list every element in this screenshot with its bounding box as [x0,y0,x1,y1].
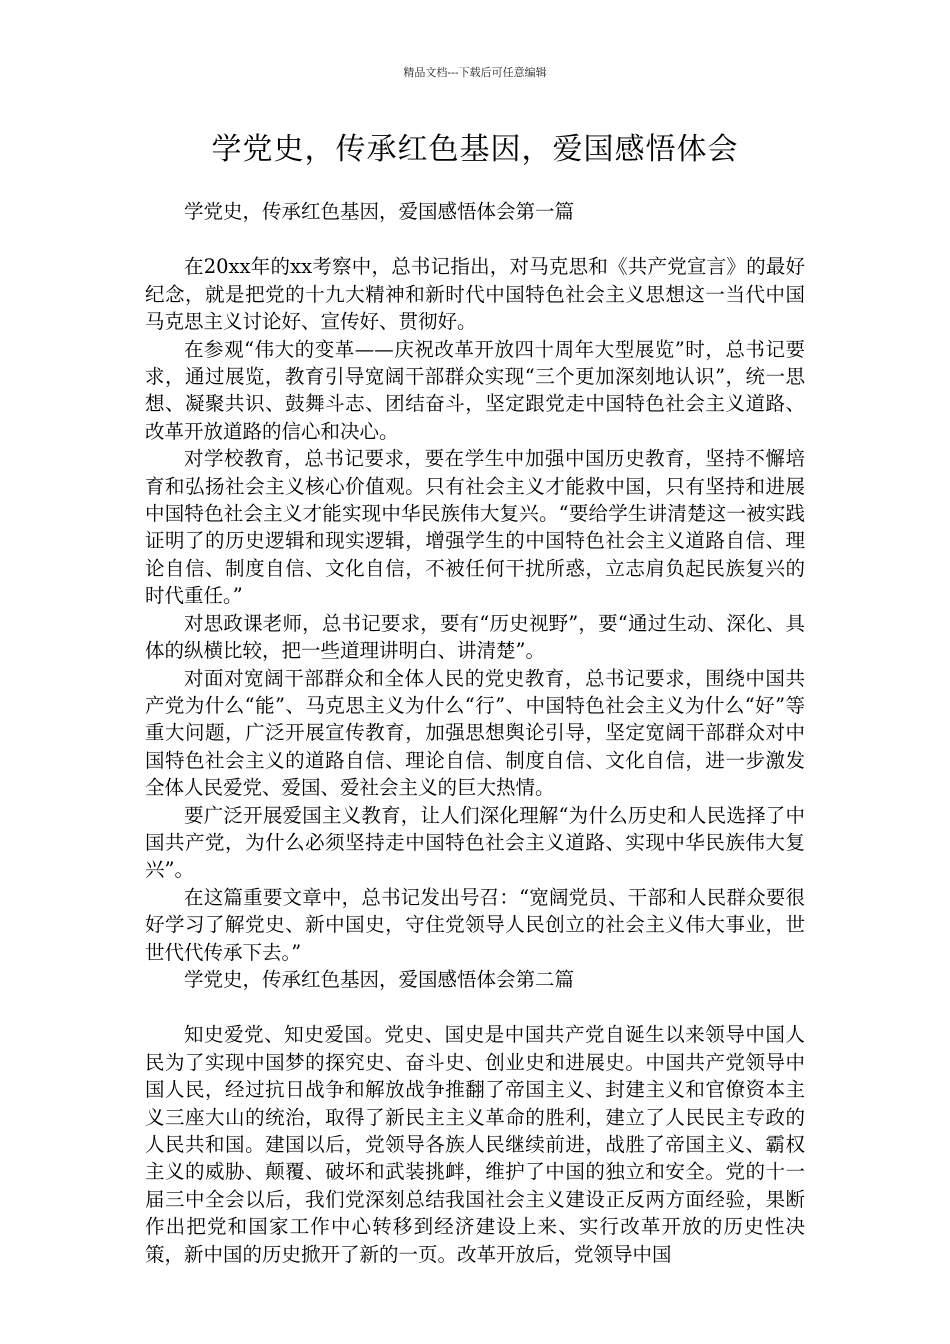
header-note: 精品文档---下载后可任意编辑 [403,66,547,79]
document-body [145,198,805,1268]
paragraph: 要广泛开展爱国主义教育，让人们深化理解“为什么历史和人民选择了中国共产党，为什么必须坚持走中国特色社会主义道路、实现中华民族伟大复兴”。 [145,803,805,882]
paragraph: 对思政课老师，总书记要求，要有“历史视野”，要“通过生动、深化、具体的纵横比较，把一些道理讲明白、讲清楚”。 [145,611,805,663]
section-1-heading: 学党史，传承红色基因，爱国感悟体会第一篇 [184,200,575,223]
paragraph: 对面对宽阔干部群众和全体人民的党史教育，总书记要求，围绕中国共产党为什么“能”、马克思主义为什么“行”、中国特色社会主义为什么“好”等重大问题，广泛开展宣传教育，加强思想舆论引导，坚定宽阔干部群众对中国特色社会主义的道路自信、理论自信、制度自信、文化自信，进一步激发全体人民爱党、爱国、爱社会主义的巨大热情。 [145,666,805,800]
spacer [145,993,805,1021]
section-2-heading: 学党史，传承红色基因，爱国感悟体会第二篇 [184,967,575,991]
paragraph: 在这篇重要文章中，总书记发出号召：“宽阔党员、干部和人民群众要很好学习了解党史、新中国史，守住党领导人民创立的社会主义伟大事业，世世代代传承下去。” [145,885,805,964]
paragraph: 对学校教育，总书记要求，要在学生中加强中国历史教育，坚持不懈培育和弘扬社会主义核心价值观。只有社会主义才能救中国，只有坚持和进展中国特色社会主义才能实现中华民族伟大复兴。“要给学生讲清楚这一被实践证明了的历史逻辑和现实逻辑，增强学生的中国特色社会主义道路自信、理论自信、制度自信、文化自信，不被任何干扰所惑，立志肩负起民族复兴的时代重任。” [145,447,805,608]
paragraph: 在参观“伟大的变革——庆祝改革开放四十周年大型展览”时，总书记要求，通过展览，教育引导宽阔干部群众实现“三个更加深刻地认识”，统一思想、凝聚共识、鼓舞斗志、团结奋斗，坚定跟党走中国特色社会主义道路、改革开放道路的信心和决心。 [145,337,805,443]
document-title: 学党史，传承红色基因，爱国感悟体会 [211,132,739,167]
spacer [145,225,805,253]
paragraph: 知史爱党、知史爱国。党史、国史是中国共产党自诞生以来领导中国人民为了实现中国梦的探究史、奋斗史、创业史和进展史。中国共产党领导中国人民，经过抗日战争和解放战争推翻了帝国主义、封建主义和官僚资本主义三座大山的统治，取得了新民主主义革命的胜利，建立了人民民主专政的人民共和国。建国以后，党领导各族人民继续前进，战胜了帝国主义、霸权主义的威胁、颠覆、破坏和武装挑衅，维护了中国的独立和安全。党的十一届三中全会以后，我们党深刻总结我国社会主义建设正反两方面经验，果断作出把党和国家工作中心转移到经济建设上来、实行改革开放的历史性决策，新中国的历史掀开了新的一页。改革开放后，党领导中国 [145,1023,805,1266]
paragraph: 在20xx年的xx考察中，总书记指出，对马克思和《共产党宣言》的最好纪念，就是把党的十九大精神和新时代中国特色社会主义思想这一当代中国马克思主义讨论好、宣传好、贯彻好。 [145,255,805,334]
